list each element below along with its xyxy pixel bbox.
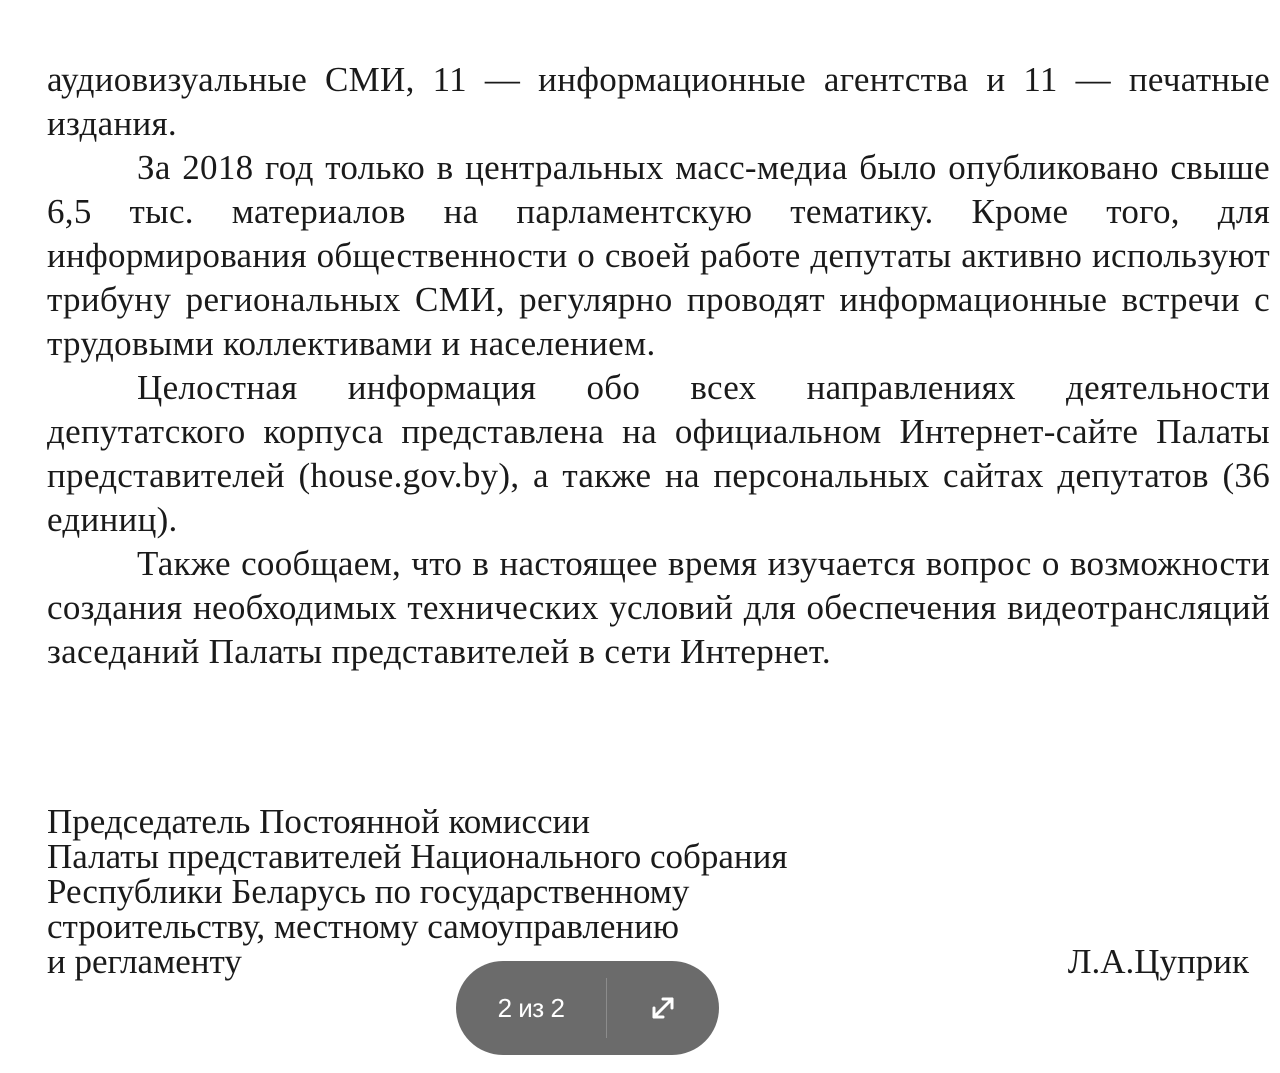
page-counter: 2 из 2 (497, 992, 565, 1023)
document-body (47, 58, 1270, 674)
signature-title-line-3: Республики Беларусь по государственному (47, 872, 690, 911)
signature-block (47, 804, 1257, 979)
viewer-controls (456, 961, 719, 1055)
paragraph-1: аудиовизуальные СМИ, 11 — информационные агентства и 11 — печатные издания. (47, 60, 1270, 143)
paragraph-4: Также сообщаем, что в настоящее время изучается вопрос о возможности создания необходимых технических условий для обеспечения видеотрансляций заседаний Палаты представителей в сети Интернет. (47, 544, 1270, 671)
paragraph-2: За 2018 год только в центральных масс-медиа было опубликовано свыше 6,5 тыс. материалов на парламентскую тематику. Кроме того, для информирования общественности о своей работе депутаты активно используют трибуну региональных СМИ, регулярно проводят информационные встречи с трудовыми коллективами и населением. (47, 148, 1270, 363)
expand-arrows-icon (648, 993, 678, 1023)
signature-title-line-1: Председатель Постоянной комиссии (47, 802, 590, 841)
expand-button[interactable] (607, 961, 719, 1055)
signature-title-line-2: Палаты представителей Национального собрания (47, 837, 788, 876)
signature-title-line-5: и регламенту (47, 942, 242, 981)
signature-title-line-4: строительству, местному самоуправлению (47, 907, 679, 946)
paragraph-3: Целостная информация обо всех направлениях деятельности депутатского корпуса представлена на официальном Интернет-сайте Палаты представителей (house.gov.by), а также на персональных сайтах депутатов (36 единиц). (47, 368, 1270, 539)
signatory-name: Л.А.Цуприк (1067, 942, 1249, 981)
